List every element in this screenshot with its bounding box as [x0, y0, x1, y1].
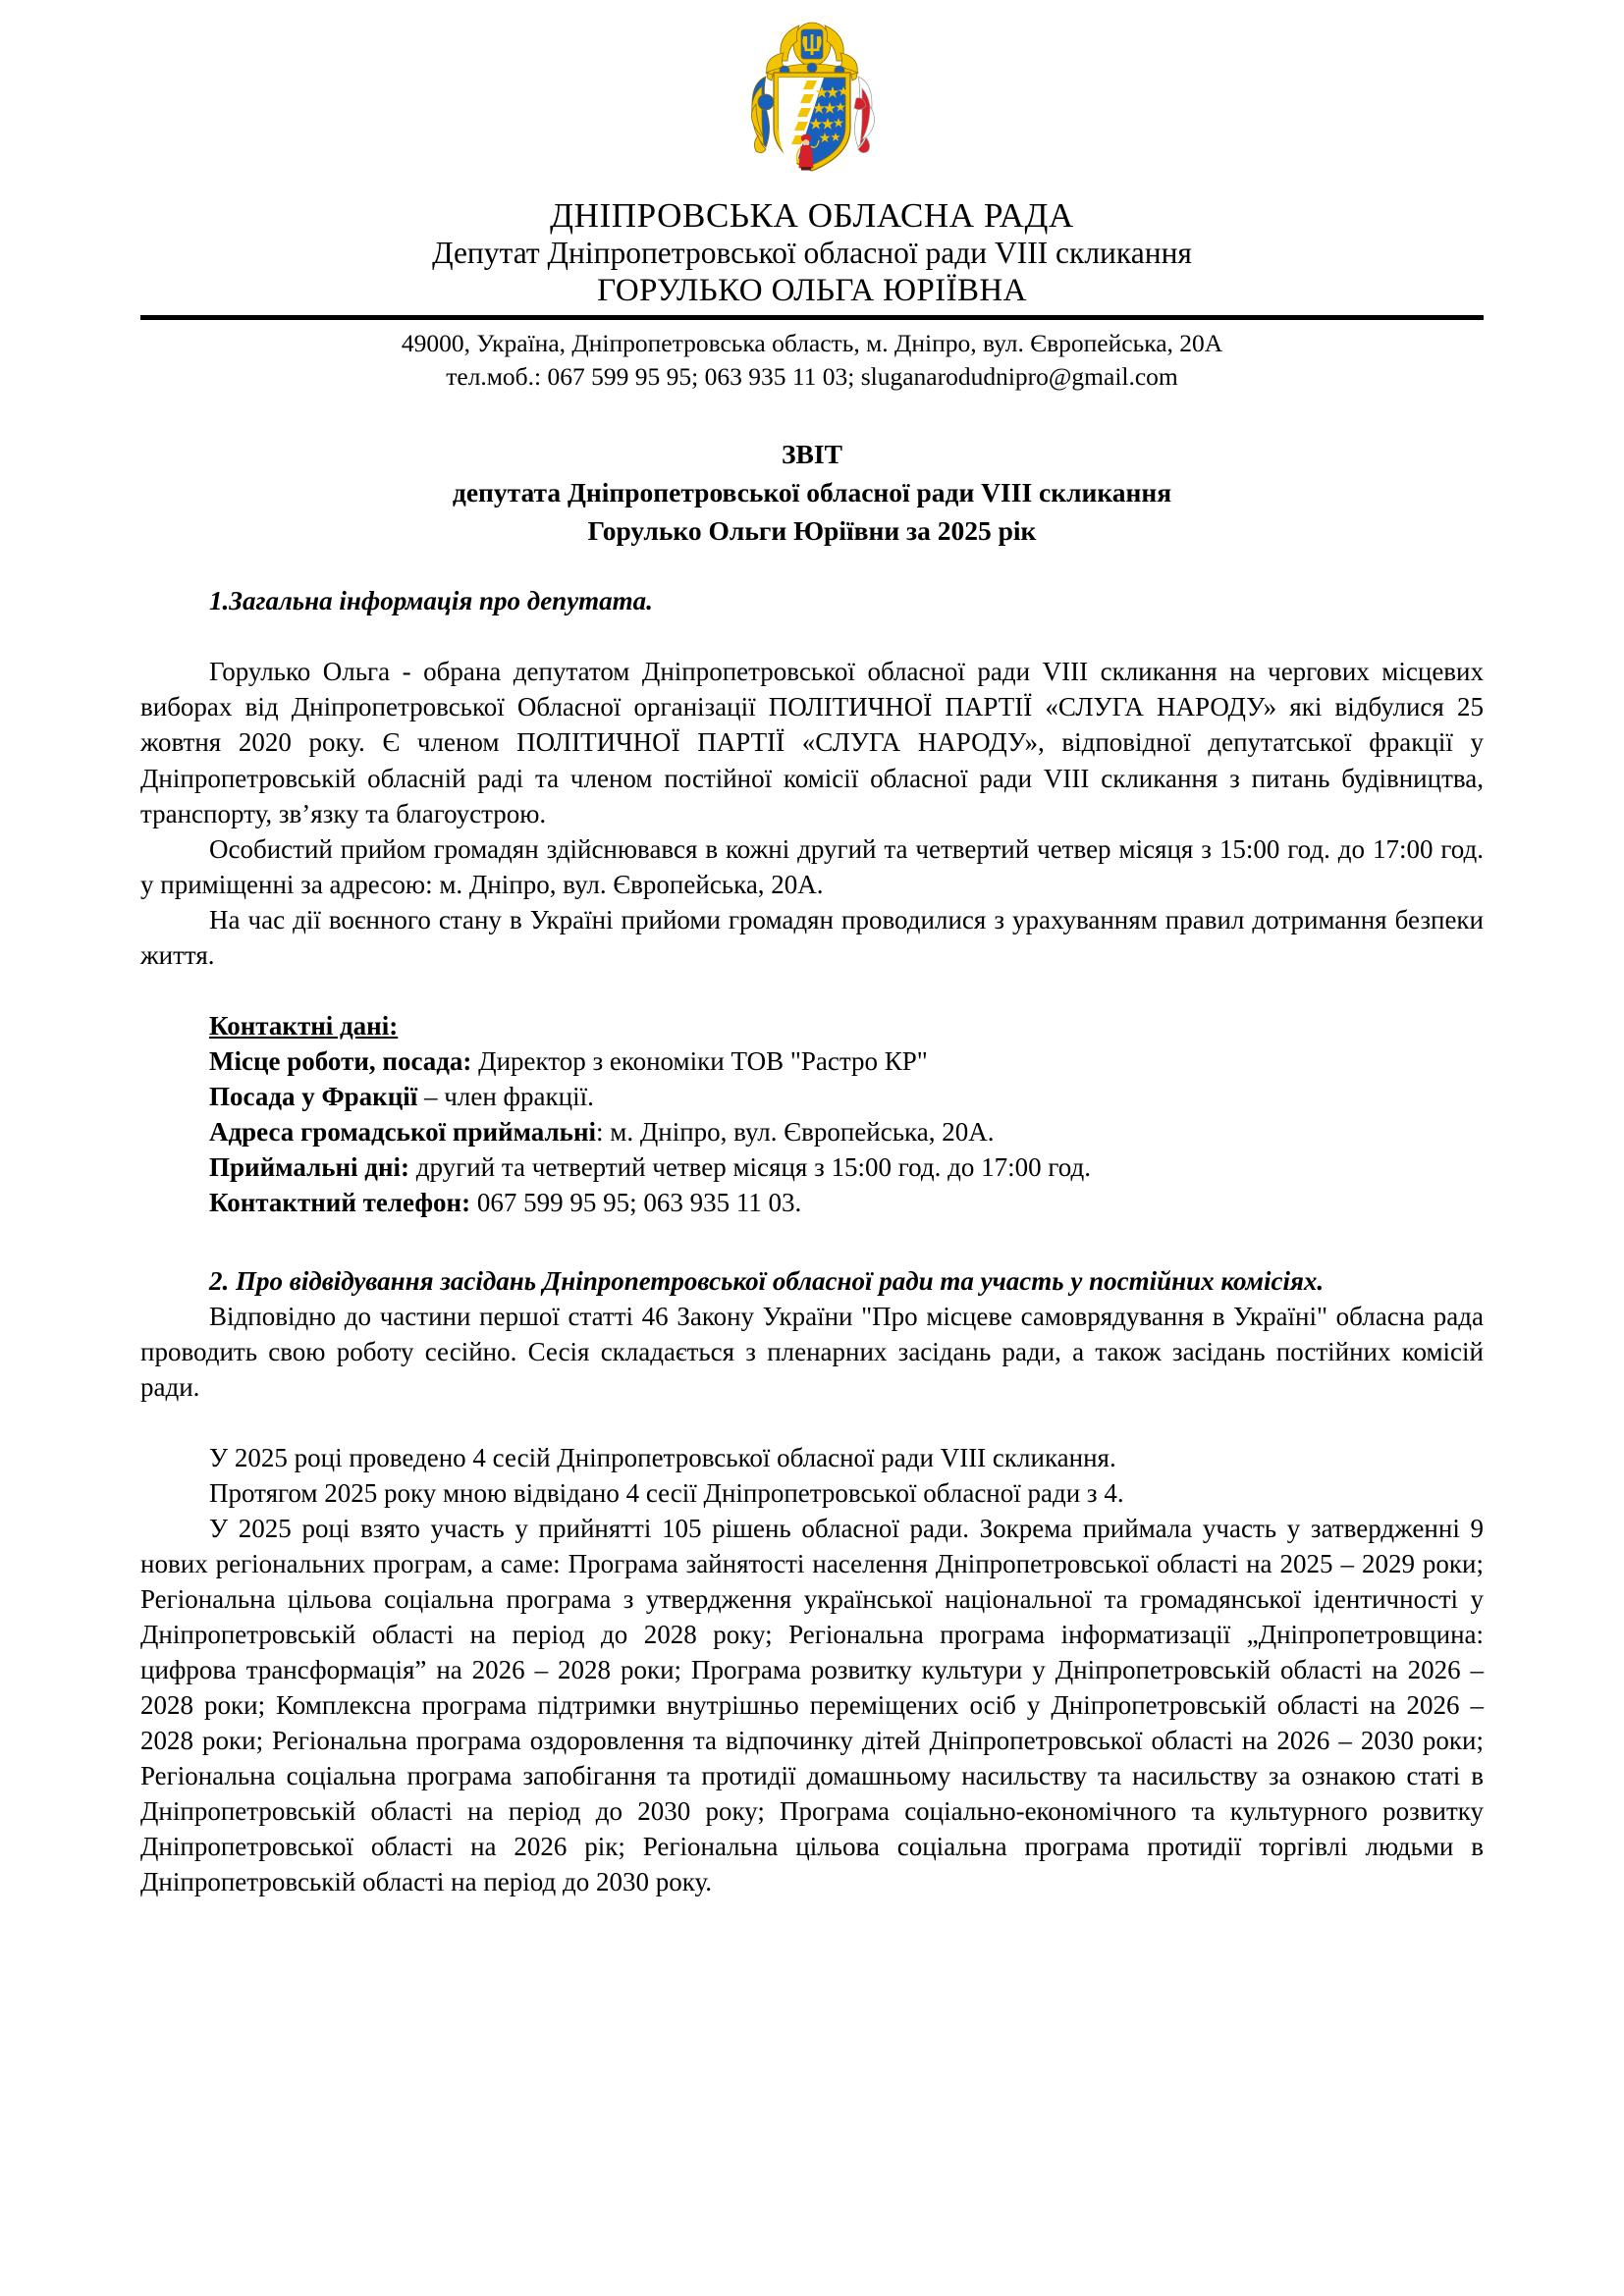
contact-value-phone: 067 599 95 95; 063 935 11 03.: [470, 1187, 802, 1217]
coat-of-arms-icon: [723, 18, 901, 187]
section-2-heading: 2. Про відвідування засідань Дніпропетровської обласної ради та участь у постійних комісіях.: [209, 1265, 1325, 1296]
contact-row-reception-address: [209, 1114, 1484, 1149]
section-2-paragraph-3: Протягом 2025 року мною відвідано 4 сесії Дніпропетровської обласної ради з 4.: [209, 1478, 1124, 1509]
section-1-paragraph-1: Горулько Ольга - обрана депутатом Дніпропетровської обласної ради VIII скликання на чергових місцевих виборах від Дніпропетровської Обласної організації ПОЛІТИЧНОЇ ПАРТІЇ «СЛУГА НАРОДУ» які відбулися 25 жовтня 2020 року. Є членом ПОЛІТИЧНОЇ ПАРТІЇ «СЛУГА НАРОДУ», відповідної депутатської фракції у Дніпропетровській обласній раді та членом постійної комісії обласної ради VIII скликання з питань будівництва, транспорту, зв’язку та благоустрою.: [140, 657, 1484, 828]
report-title: [140, 435, 1484, 550]
section-1-heading: 1.Загальна інформація про депутата.: [209, 586, 653, 616]
section-1-paragraph-2: Особистий прийом громадян здійснювався в кожні другий та четвертий четвер місяця з 15:00 год. до 17:00 год. у приміщенні за адресою: м. Дніпро, вул. Європейська, 20А.: [140, 833, 1484, 899]
contact-label-workplace: Місце роботи, посада:: [209, 1045, 472, 1076]
spacer: [140, 973, 1484, 1008]
letterhead-divider: [140, 315, 1484, 320]
contact-row-workplace: [209, 1043, 1484, 1079]
letterhead-organization: ДНІПРОВСЬКА ОБЛАСНА РАДА: [550, 196, 1074, 235]
letterhead-person: ГОРУЛЬКО ОЛЬГА ЮРІЇВНА: [597, 272, 1027, 308]
document-body: [140, 583, 1484, 1899]
section-2-paragraph-1: Відповідно до частини першої статті 46 Закону України "Про місцеве самоврядування в Україні" обласна рада проводить свою роботу сесійно. Сесія складається з пленарних засідань ради, а також засідань постійних комісій ради.: [140, 1301, 1484, 1402]
section-2-paragraph-4: У 2025 році взято участь у прийнятті 105 рішень обласної ради. Зокрема приймала участь у затвердженні 9 нових регіональних програм, а саме: Програма зайнятості населення Дніпропетровської області на 2025 – 2029 роки; Регіональна цільова соціальна програма з утвердження української національної та громадянської ідентичності у Дніпропетровській області на період до 2028 року; Регіональна програма інформатизації „Дніпропетровщина: цифрова трансформація” на 2026 – 2028 роки; Програма розвитку культури у Дніпропетровській області на 2026 – 2028 роки; Комплексна програма підтримки внутрішньо переміщених осіб у Дніпропетровській області на 2026 – 2028 роки; Регіональна програма оздоровлення та відпочинку дітей Дніпропетровської області на 2026 – 2030 роки; Регіональна соціальна програма запобігання та протидії домашньому насильству та насильству за ознакою статі в Дніпропетровській області на період до 2030 року; Програма соціально-економічного та культурного розвитку Дніпропетровської області на 2026 рік; Регіональна цільова соціальна програма протидії торгівлі людьми в Дніпропетровській області на період до 2030 року.: [140, 1514, 1484, 1897]
letterhead-contacts: тел.моб.: 067 599 95 95; 063 935 11 03; sluganarodudnipro@gmail.com: [446, 362, 1178, 392]
contact-label-faction-position: Посада у Фракції: [209, 1081, 418, 1111]
spacer: [140, 618, 1484, 654]
contact-row-faction-position: [209, 1079, 1484, 1114]
report-title-line-1: ЗВІТ: [782, 439, 842, 470]
section-2-paragraph-2: У 2025 році проведено 4 сесій Дніпропетровської обласної ради VIII скликання.: [209, 1443, 1116, 1472]
contact-value-workplace: Директор з економіки ТОВ "Растро КР": [471, 1045, 928, 1076]
contact-value-reception-address: : м. Дніпро, вул. Європейська, 20А.: [596, 1116, 995, 1147]
contact-row-phone: [209, 1185, 1484, 1220]
contact-data-heading: Контактні дані:: [209, 1010, 399, 1041]
spacer: [140, 1405, 1484, 1440]
contact-value-reception-days: другий та четвертий четвер місяця з 15:00 год. до 17:00 год.: [409, 1151, 1091, 1182]
contact-data-block: [209, 1008, 1484, 1220]
report-title-line-3: Горулько Ольги Юріївни за 2025 рік: [587, 515, 1037, 547]
emblem-container: [140, 18, 1484, 194]
section-1-paragraph-3: На час дії воєнного стану в Україні прийоми громадян проводилися з урахуванням правил дотримання безпеки життя.: [140, 904, 1484, 970]
contact-label-reception-address: Адреса громадської приймальні: [209, 1116, 597, 1147]
letterhead-role: Депутат Дніпропетровської обласної ради VIII скликання: [432, 236, 1192, 271]
contact-row-reception-days: [209, 1149, 1484, 1185]
spacer: [140, 1220, 1484, 1263]
contact-value-faction-position: – член фракції.: [417, 1081, 594, 1111]
report-title-line-2: депутата Дніпропетровської обласної ради VIII скликання: [452, 477, 1172, 508]
contact-label-reception-days: Приймальні дні:: [209, 1151, 410, 1182]
letterhead-address: 49000, Україна, Дніпропетровська область, м. Дніпро, вул. Європейська, 20А: [401, 328, 1223, 357]
contact-label-phone: Контактний телефон:: [209, 1187, 471, 1217]
